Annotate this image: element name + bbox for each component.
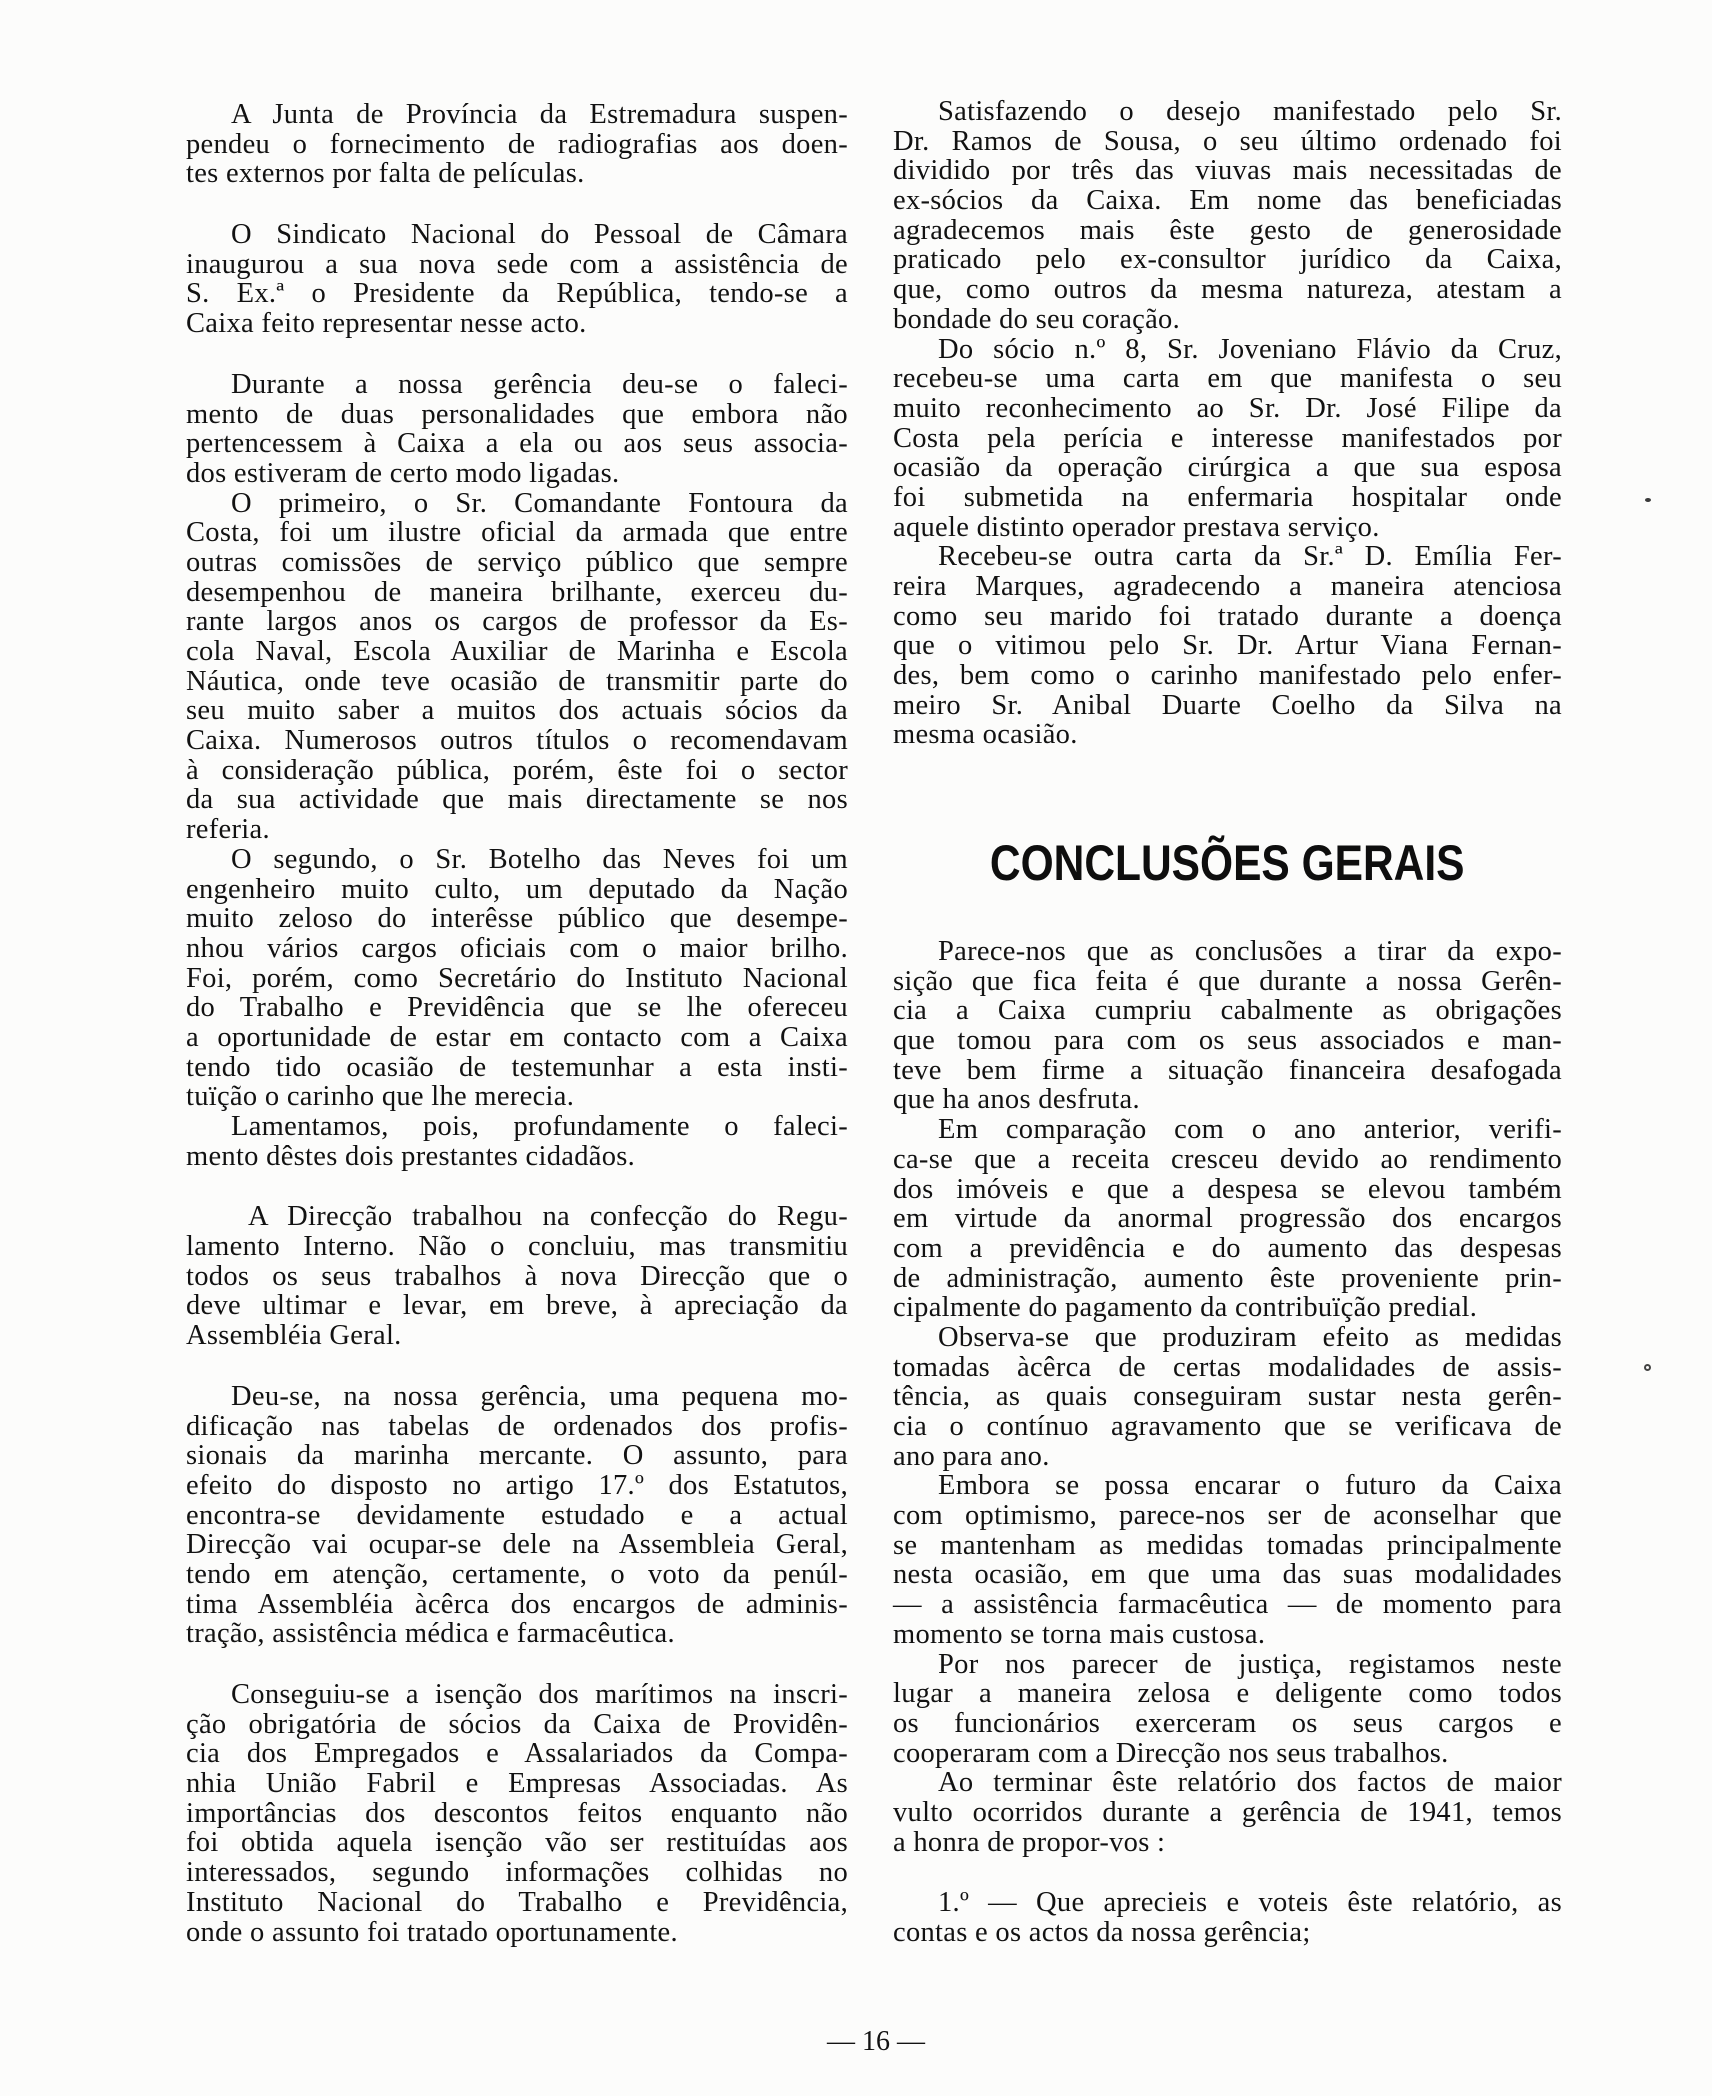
- text-line: recebeu-se uma carta em que manifesta o seu: [893, 363, 1562, 395]
- text-line: nhou vários cargos oficiais com o maior brilho.: [186, 932, 848, 964]
- text-line: ca-se que a receita cresceu devido ao rendimento: [893, 1143, 1562, 1175]
- text-line: Dr. Ramos de Sousa, o seu último ordenado foi: [893, 125, 1562, 157]
- right-column-lower: [893, 937, 1562, 1948]
- paragraph-regulamento-interno: [186, 1202, 848, 1350]
- paragraph-lamentamos: [186, 1112, 848, 1171]
- text-line: interessados, segundo informações colhidas no: [186, 1857, 848, 1889]
- text-line: Por nos parecer de justiça, registamos neste: [938, 1648, 1562, 1680]
- text-line: se mantenham as medidas tomadas principalmente: [893, 1529, 1562, 1561]
- text-line: tração, assistência médica e farmacêutica.: [186, 1618, 675, 1650]
- left-column: [186, 100, 848, 1947]
- text-line: momento se torna mais custosa.: [893, 1618, 1266, 1650]
- text-line: Recebeu-se outra carta da Sr.ª D. Emília Fer-: [938, 541, 1562, 573]
- text-line: sionais da marinha mercante. O assunto, para: [186, 1440, 848, 1472]
- text-line: Caixa feito representar nesse acto.: [186, 308, 587, 340]
- text-line: Durante a nossa gerência deu-se o faleci-: [231, 368, 848, 400]
- text-line: 1.º — Que aprecieis e voteis êste relatório, as: [938, 1887, 1562, 1919]
- paragraph-emilia-ferreira: [893, 542, 1562, 750]
- text-line: ex-sócios da Caixa. Em nome das beneficiadas: [893, 185, 1562, 217]
- text-line: dos estiveram de certo modo ligadas.: [186, 457, 620, 489]
- paragraph-proposta-1: [893, 1888, 1562, 1947]
- text-line: do Trabalho e Previdência que se lhe ofereceu: [186, 992, 848, 1024]
- paragraph-ramos-de-sousa: [893, 97, 1562, 335]
- text-line: contas e os actos da nossa gerência;: [893, 1917, 1311, 1948]
- text-line: tência, as quais conseguiram sustar nesta gerên-: [893, 1381, 1562, 1413]
- text-line: cipalmente do pagamento da contribuïção predial.: [893, 1292, 1478, 1324]
- text-line: nesta ocasião, em que uma das suas modalidades: [893, 1559, 1562, 1591]
- text-line: a honra de propor-vos :: [893, 1826, 1166, 1858]
- text-line: Foi, porém, como Secretário do Instituto Nacional: [186, 962, 848, 994]
- text-line: dificação nas tabelas de ordenados dos profis-: [186, 1410, 848, 1442]
- text-line: desempenhou de maneira brilhante, exerceu du-: [186, 576, 848, 608]
- text-line: Direcção vai ocupar-se dele na Assembleia Geral,: [186, 1529, 848, 1561]
- text-line: muito zeloso do interêsse público que desempe-: [186, 903, 848, 935]
- text-line: praticado pelo ex-consultor jurídico da Caixa,: [893, 244, 1562, 276]
- text-line: Em comparação com o ano anterior, verifi-: [938, 1114, 1562, 1146]
- paragraph-primeiro-comandante: [186, 489, 848, 845]
- text-line: com optimismo, parece-nos ser de aconselhar que: [893, 1500, 1562, 1532]
- paragraph-isencao-maritimos: [186, 1680, 848, 1947]
- text-line: A Junta de Província da Estremadura suspen-: [231, 99, 848, 130]
- text-line: S. Ex.ª o Presidente da República, tendo-se a: [186, 278, 848, 310]
- text-line: Parece-nos que as conclusões a tirar da expo-: [938, 936, 1562, 967]
- text-line: que ha anos desfruta.: [893, 1084, 1140, 1116]
- paragraph-por-nos-parecer: [893, 1650, 1562, 1769]
- text-line: os funcionários exerceram os seus cargos e: [893, 1707, 1562, 1739]
- text-line: — a assistência farmacêutica — de momento para: [893, 1589, 1562, 1621]
- text-line: importâncias dos descontos feitos enquanto não: [186, 1797, 848, 1829]
- text-line: à consideração pública, porém, êste foi o sector: [186, 754, 848, 786]
- text-line: em virtude da anormal progressão dos encargos: [893, 1203, 1562, 1235]
- text-line: como seu marido foi tratado durante a doença: [893, 600, 1562, 632]
- text-line: lugar a maneira zelosa e deligente como todos: [893, 1678, 1562, 1710]
- text-line: lamento Interno. Não o concluiu, mas transmitiu: [186, 1231, 848, 1263]
- text-line: Náutica, onde teve ocasião de transmitir parte do: [186, 665, 848, 697]
- paragraph-falecimentos: [186, 370, 848, 489]
- paragraph-embora: [893, 1471, 1562, 1649]
- text-line: sição que fica feita é que durante a nossa Gerên-: [893, 965, 1562, 997]
- text-line: des, bem como o carinho manifestado pelo enfer-: [893, 660, 1562, 692]
- text-line: O primeiro, o Sr. Comandante Fontoura da: [231, 487, 848, 519]
- text-line: cia dos Empregados e Assalariados da Compa-: [186, 1738, 848, 1770]
- text-line: cia o contínuo agravamento que se verificava de: [893, 1411, 1562, 1442]
- text-line: Lamentamos, pois, profundamente o faleci-: [231, 1111, 848, 1142]
- text-line: Satisfazendo o desejo manifestado pelo Sr.: [938, 96, 1562, 127]
- text-line: Instituto Nacional do Trabalho e Previdência,: [186, 1886, 848, 1918]
- text-line: tes externos por falta de películas.: [186, 158, 585, 190]
- text-line: bondade do seu coração.: [893, 303, 1181, 335]
- text-line: cola Naval, Escola Auxiliar de Marinha e Escola: [186, 636, 848, 667]
- paragraph-ao-terminar: [893, 1768, 1562, 1857]
- right-column-upper: [893, 97, 1562, 750]
- text-line: reira Marques, agradecendo a maneira atenciosa: [893, 571, 1562, 602]
- scan-speck: [1645, 498, 1651, 502]
- text-line: Assembléia Geral.: [186, 1320, 402, 1352]
- text-line: todos os seus trabalhos à nova Direcção que o: [186, 1260, 848, 1292]
- text-line: dividido por três das viuvas mais necessitadas de: [893, 155, 1562, 187]
- text-line: Observa-se que produziram efeito as medidas: [938, 1321, 1562, 1353]
- text-line: com a previdência e do aumento das despesas: [893, 1232, 1562, 1264]
- text-line: ano para ano.: [893, 1440, 1050, 1472]
- text-line: foi obtida aquela isenção vão ser restituídas aos: [186, 1827, 848, 1859]
- text-line: muito reconhecimento ao Sr. Dr. José Filipe da: [893, 392, 1562, 424]
- text-line: a oportunidade de estar em contacto com a Caixa: [186, 1021, 848, 1053]
- text-line: efeito do disposto no artigo 17.º dos Estatutos,: [186, 1469, 848, 1501]
- paragraph-em-comparacao: [893, 1115, 1562, 1323]
- text-line: dos imóveis e que a despesa se elevou também: [893, 1173, 1562, 1205]
- paragraph-parece-nos: [893, 937, 1562, 1115]
- text-line: tomadas àcêrca de certas modalidades de assis-: [893, 1351, 1562, 1383]
- text-line: teve bem firme a situação financeira desafogada: [893, 1054, 1562, 1086]
- paragraph-socio-joveniano: [893, 335, 1562, 543]
- text-line: Costa pela perícia e interesse manifestados por: [893, 422, 1562, 454]
- paragraph-junta-estremadura: [186, 100, 848, 189]
- text-line: que, como outros da mesma natureza, atestam a: [893, 274, 1562, 306]
- text-line: Caixa. Numerosos outros títulos o recomendavam: [186, 725, 848, 757]
- paragraph-sindicato: [186, 220, 848, 339]
- text-line: de administração, aumento êste proveniente prin-: [893, 1262, 1562, 1294]
- text-line: cia a Caixa cumpriu cabalmente as obrigações: [893, 995, 1562, 1027]
- text-line: rante largos anos os cargos de professor da Es-: [186, 606, 848, 638]
- text-line: engenheiro muito culto, um deputado da Nação: [186, 873, 848, 905]
- text-line: Costa, foi um ilustre oficial da armada que entre: [186, 517, 848, 549]
- text-line: vulto ocorridos durante a gerência de 1941, temos: [893, 1796, 1562, 1828]
- text-line: mento de duas personalidades que embora não: [186, 398, 848, 430]
- text-line: Conseguiu-se a isenção dos marítimos na inscri-: [231, 1679, 848, 1710]
- text-line: encontra-se devidamente estudado e a actual: [186, 1499, 848, 1531]
- scan-speck: [1644, 1364, 1651, 1371]
- section-heading-text: CONCLUSÕES GERAIS: [990, 835, 1465, 891]
- text-line: meiro Sr. Anibal Duarte Coelho da Silva na: [893, 689, 1562, 721]
- text-line: ocasião da operação cirúrgica a que sua esposa: [893, 452, 1562, 484]
- text-line: da sua actividade que mais directamente se nos: [186, 784, 848, 816]
- text-line: A Direcção trabalhou na confecção do Regu-: [248, 1201, 848, 1233]
- text-line: seu muito saber a muitos dos actuais sócios da: [186, 695, 848, 727]
- text-line: outras comissões de serviço público que sempre: [186, 546, 848, 578]
- text-line: mento dêstes dois prestantes cidadãos.: [186, 1140, 636, 1172]
- text-line: aquele distinto operador prestava serviço.: [893, 511, 1380, 543]
- text-line: que tomou para com os seus associados e man-: [893, 1025, 1562, 1057]
- text-line: nhia União Fabril e Empresas Associadas. As: [186, 1768, 848, 1800]
- text-line: ção obrigatória de sócios da Caixa de Providên-: [186, 1708, 848, 1740]
- text-line: O segundo, o Sr. Botelho das Neves foi um: [231, 843, 848, 875]
- paragraph-observa-se: [893, 1323, 1562, 1471]
- text-line: Embora se possa encarar o futuro da Caixa: [938, 1470, 1562, 1502]
- text-line: deve ultimar e levar, em breve, à apreciação da: [186, 1290, 848, 1322]
- text-line: Ao terminar êste relatório dos factos de maior: [938, 1767, 1562, 1799]
- text-line: pertencessem à Caixa a ela ou aos seus associa-: [186, 428, 848, 460]
- text-line: tendo tido ocasião de testemunhar a esta insti-: [186, 1051, 848, 1083]
- text-line: Deu-se, na nossa gerência, uma pequena mo-: [231, 1380, 848, 1412]
- text-line: pendeu o fornecimento de radiografias aos doen-: [186, 128, 848, 160]
- text-line: tendo em atenção, certamente, o voto da penúl-: [186, 1558, 848, 1590]
- text-line: foi submetida na enfermaria hospitalar onde: [893, 481, 1562, 513]
- text-line: agradecemos mais êste gesto de generosidade: [893, 214, 1562, 246]
- text-line: onde o assunto foi tratado oportunamente.: [186, 1916, 678, 1948]
- text-line: inaugurou a sua nova sede com a assistência de: [186, 248, 848, 280]
- paragraph-segundo-botelho: [186, 845, 848, 1112]
- text-line: tima Assembléia àcêrca dos encargos de adminis-: [186, 1588, 848, 1620]
- paragraph-tabelas-ordenados: [186, 1382, 848, 1649]
- text-line: mesma ocasião.: [893, 719, 1078, 751]
- text-line: que o vitimou pelo Sr. Dr. Artur Viana Fernan-: [893, 630, 1562, 662]
- page-number: — 16 —: [827, 2026, 925, 2057]
- section-heading: [893, 835, 1562, 891]
- text-line: referia.: [186, 814, 270, 846]
- text-line: tuïção o carinho que lhe merecia.: [186, 1081, 575, 1113]
- text-line: O Sindicato Nacional do Pessoal de Câmara: [231, 219, 848, 251]
- text-line: Do sócio n.º 8, Sr. Joveniano Flávio da Cruz,: [938, 333, 1562, 365]
- text-line: cooperaram com a Direcção nos seus trabalhos.: [893, 1737, 1449, 1769]
